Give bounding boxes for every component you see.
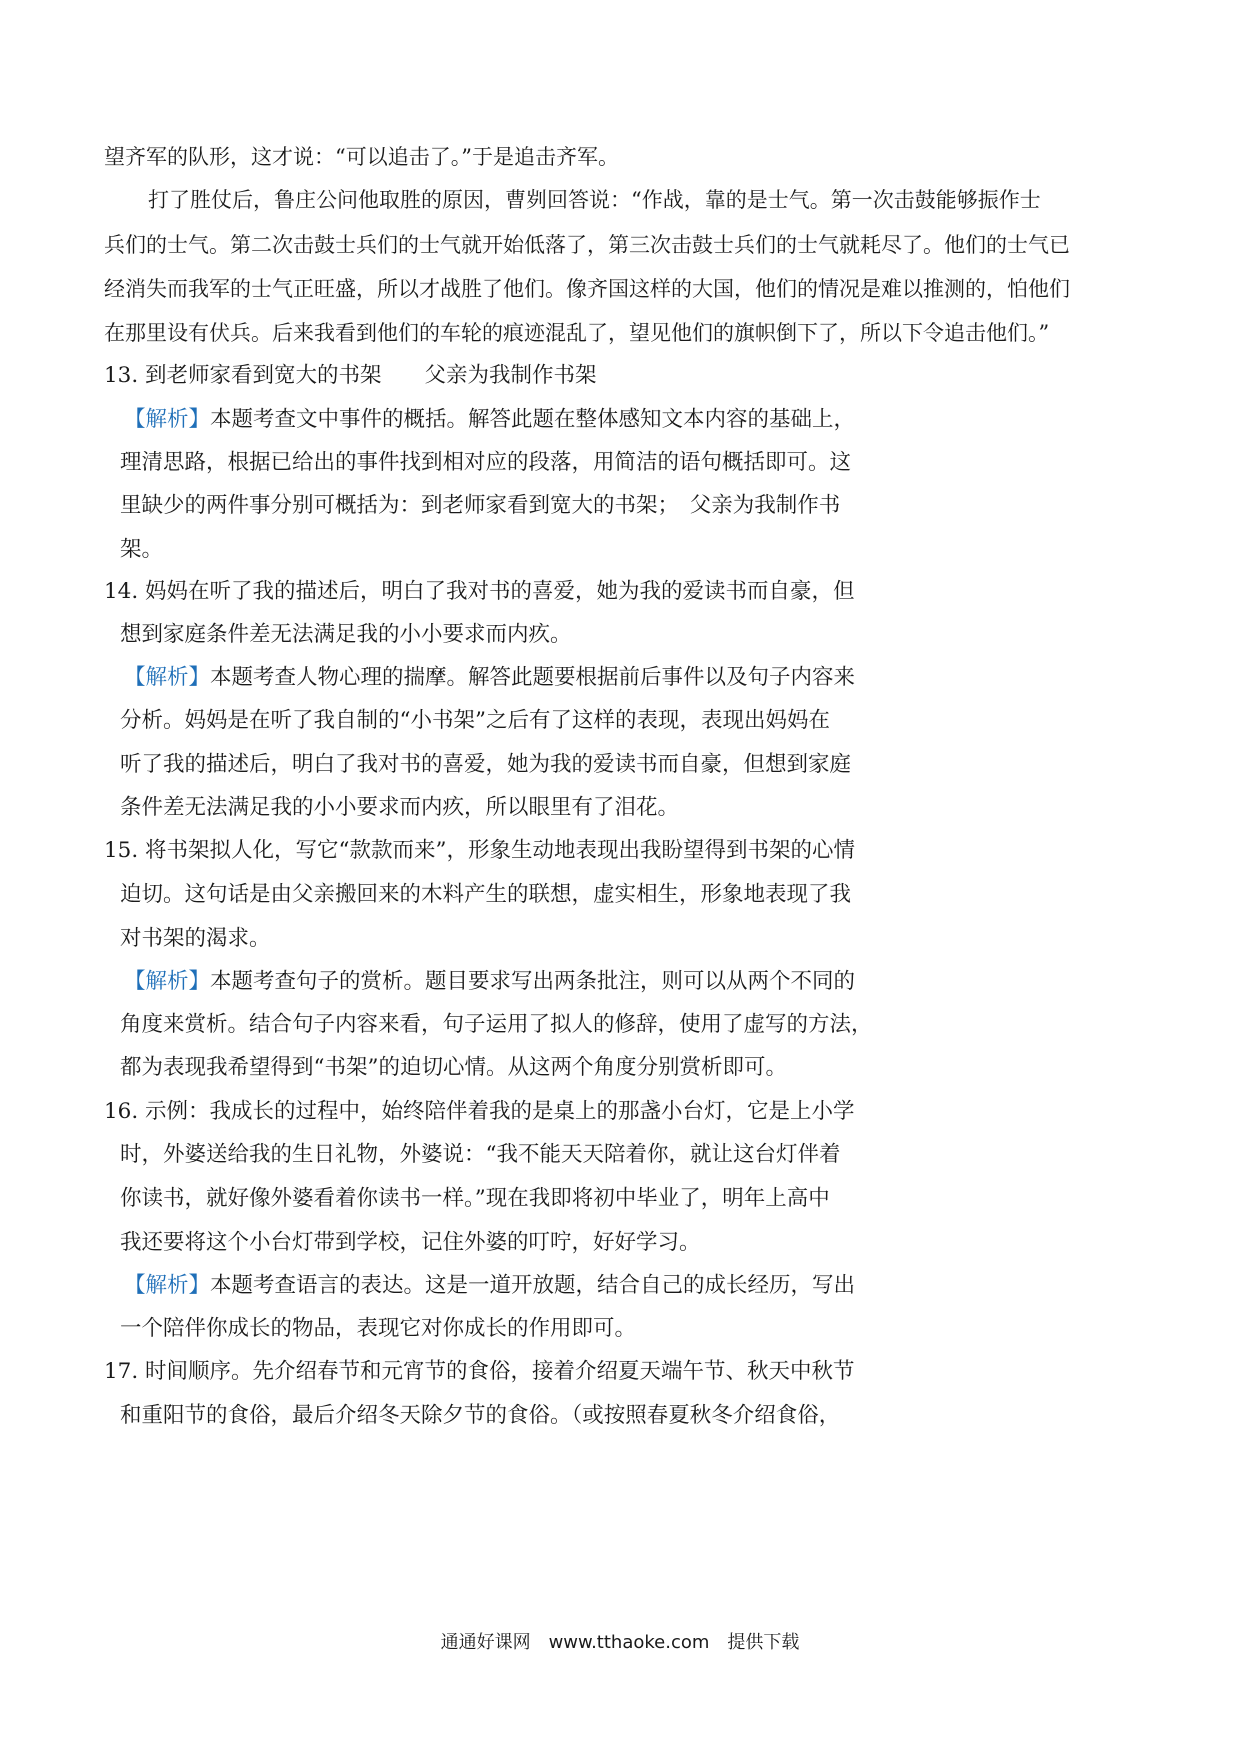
q15-answer-line: 迫切。这句话是由父亲搬回来的木料产生的联想，虚实相生，形象地表现了我	[120, 882, 852, 907]
q14-analysis-line: 分析。妈妈是在听了我自制的“小书架”之后有了这样的表现，表现出妈妈在	[120, 708, 830, 733]
q17-answer-line: 和重阳节的食俗，最后介绍冬天除夕节的食俗。（或按照春夏秋冬介绍食俗，	[120, 1403, 841, 1428]
q14-analysis-line: 听了我的描述后，明白了我对书的喜爱，她为我的爱读书而自豪，但想到家庭	[120, 752, 852, 777]
analysis-tag: 【解析】	[124, 407, 211, 432]
q15-analysis-line: 都为表现我希望得到“书架”的迫切心情。从这两个角度分别赏析即可。	[120, 1055, 787, 1080]
page-footer: 通通好课网 www.tthaoke.com 提供下载	[440, 1632, 800, 1653]
q16-analysis-line: 一个陪伴你成长的物品，表现它对你成长的作用即可。	[120, 1316, 637, 1341]
q16-answer-line: 时，外婆送给我的生日礼物，外婆说：“我不能天天陪着你，就让这台灯伴着	[120, 1142, 841, 1167]
q13-analysis-first	[124, 405, 855, 435]
analysis-tag: 【解析】	[124, 1273, 211, 1298]
q16-answer-line: 16. 示例：我成长的过程中，始终陪伴着我的是桌上的那盏小台灯，它是上小学	[104, 1099, 855, 1124]
analysis-tag: 【解析】	[124, 665, 211, 690]
q14-analysis-first	[124, 663, 855, 693]
passage-line: 望齐军的队形，这才说：“可以追击了。”于是追击齐军。	[104, 145, 619, 169]
q17-answer-line: 17. 时间顺序。先介绍春节和元宵节的食俗，接着介绍夏天端午节、秋天中秋节	[104, 1359, 855, 1384]
q13-answer: 13. 到老师家看到宽大的书架 父亲为我制作书架	[104, 363, 597, 388]
analysis-text: 本题考查文中事件的概括。解答此题在整体感知文本内容的基础上，	[210, 407, 856, 432]
passage-line: 经消失而我军的士气正旺盛，所以才战胜了他们。像齐国这样的大国，他们的情况是难以推测的，怕他们	[104, 277, 1070, 301]
q14-answer-line: 想到家庭条件差无法满足我的小小要求而内疚。	[120, 622, 572, 647]
q14-analysis-line: 条件差无法满足我的小小要求而内疚，所以眼里有了泪花。	[120, 795, 680, 820]
q15-answer-line: 对书架的渴求。	[120, 926, 271, 951]
q14-answer-line: 14. 妈妈在听了我的描述后，明白了我对书的喜爱，她为我的爱读书而自豪，但	[104, 579, 855, 604]
q15-analysis-line: 角度来赏析。结合句子内容来看，句子运用了拟人的修辞，使用了虚写的方法，	[120, 1012, 873, 1037]
analysis-tag: 【解析】	[124, 969, 211, 994]
q15-analysis-first	[124, 967, 855, 997]
q15-answer-line: 15. 将书架拟人化，写它“款款而来”，形象生动地表现出我盼望得到书架的心情	[104, 838, 856, 863]
analysis-text: 本题考查语言的表达。这是一道开放题，结合自己的成长经历，写出	[210, 1273, 856, 1298]
passage-line: 兵们的士气。第二次击鼓士兵们的士气就开始低落了，第三次击鼓士兵们的士气就耗尽了。他们的士气已	[104, 233, 1070, 257]
analysis-text: 本题考查人物心理的揣摩。解答此题要根据前后事件以及句子内容来	[210, 665, 856, 690]
q13-analysis-line: 架。	[120, 537, 164, 562]
analysis-text: 本题考查句子的赏析。题目要求写出两条批注，则可以从两个不同的	[210, 969, 856, 994]
passage-line: 在那里设有伏兵。后来我看到他们的车轮的痕迹混乱了，望见他们的旗帜倒下了，所以下令追击他们。”	[104, 321, 1050, 345]
passage-line: 打了胜仗后，鲁庄公问他取胜的原因，曹刿回答说：“作战，靠的是士气。第一次击鼓能够振作士	[148, 188, 1041, 212]
q16-answer-line: 你读书，就好像外婆看着你读书一样。”现在我即将初中毕业了，明年上高中	[120, 1186, 830, 1211]
q13-analysis-line: 里缺少的两件事分别可概括为：到老师家看到宽大的书架； 父亲为我制作书	[120, 493, 841, 518]
q13-analysis-line: 理清思路，根据已给出的事件找到相对应的段落，用简洁的语句概括即可。这	[120, 450, 852, 475]
q16-answer-line: 我还要将这个小台灯带到学校，记住外婆的叮咛，好好学习。	[120, 1230, 701, 1255]
q16-analysis-first	[124, 1271, 855, 1301]
